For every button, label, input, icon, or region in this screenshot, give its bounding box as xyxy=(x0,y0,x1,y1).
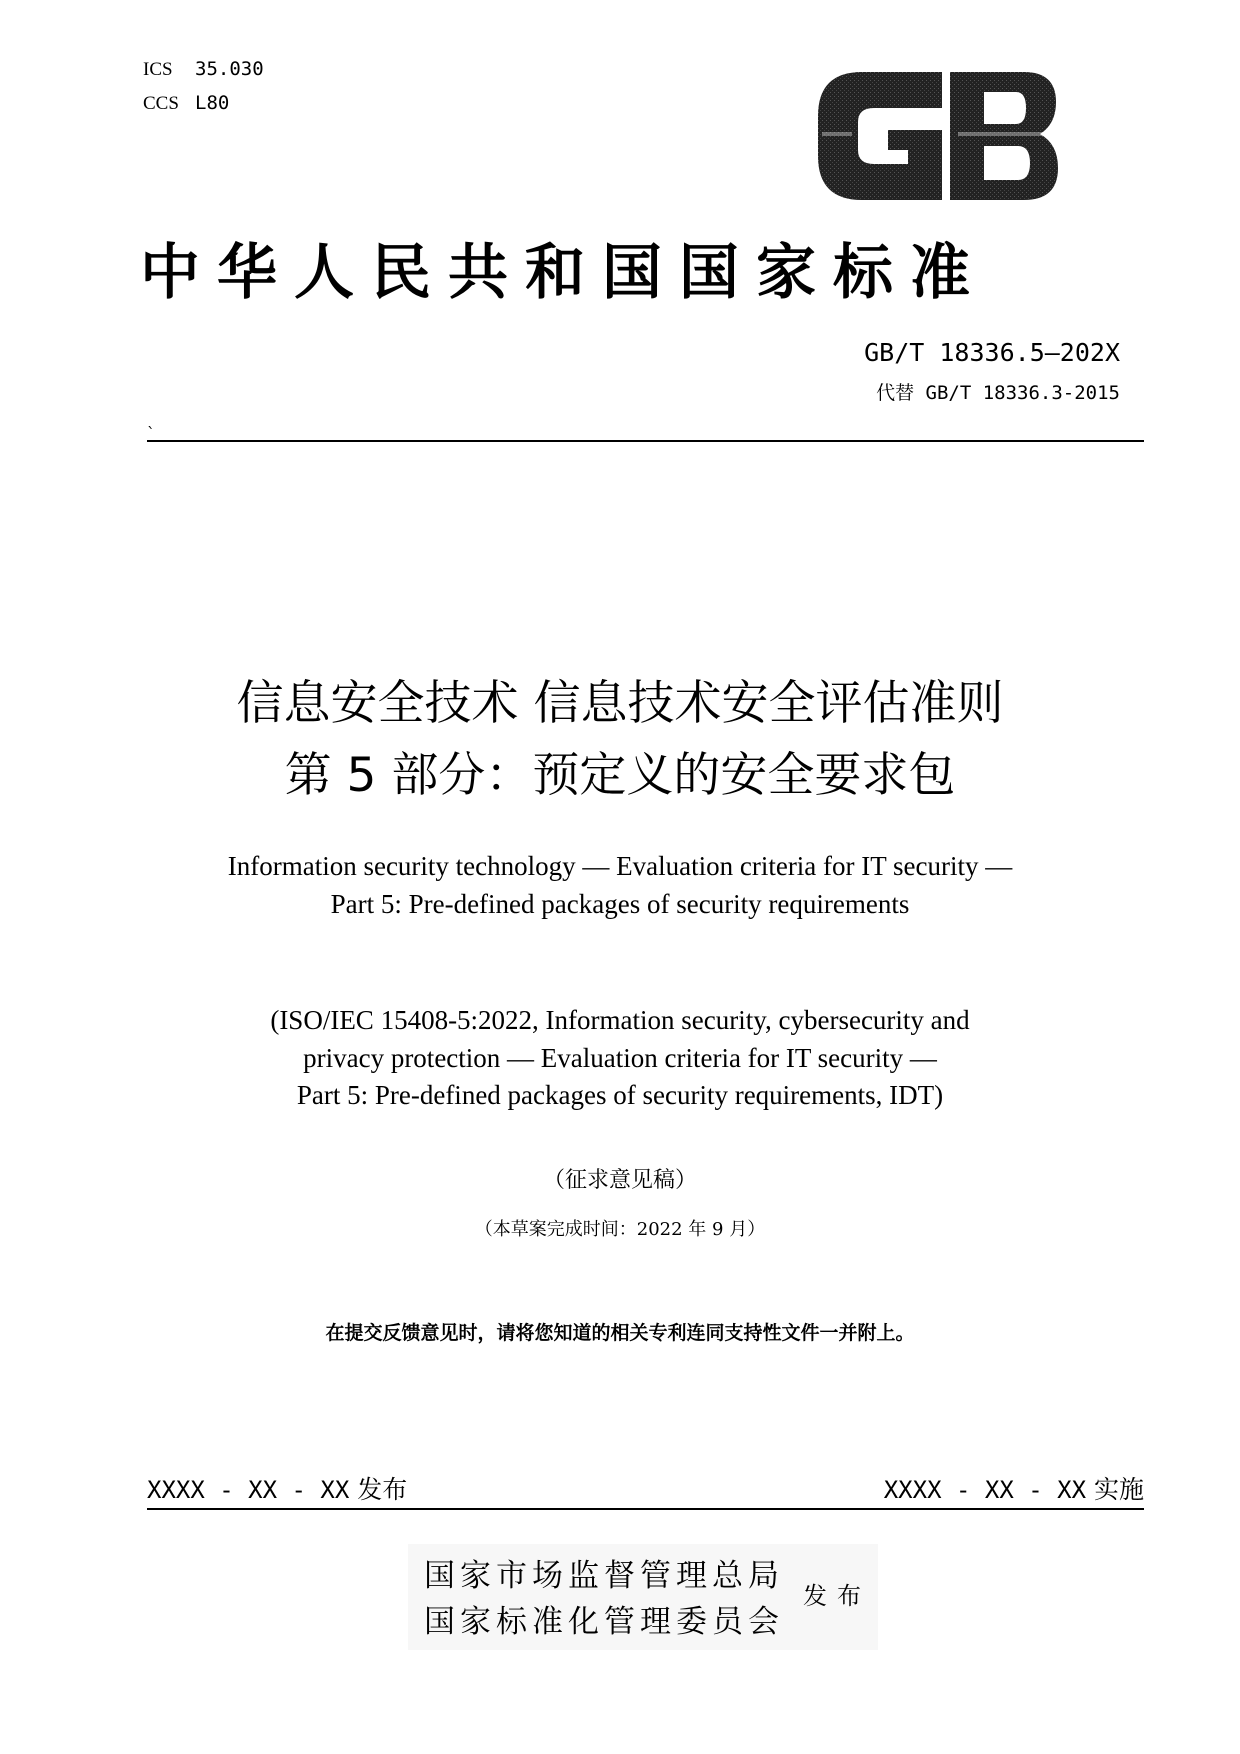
title-zh-line-2: 第 5 部分：预定义的安全要求包 xyxy=(284,748,956,803)
issuer-sac: 国家标准化管理委员会 xyxy=(424,1604,784,1640)
national-standard-title: 中华人民共和国国家标准 xyxy=(140,238,987,308)
ccs-label: CCS xyxy=(143,93,179,114)
effective-date-code: XXXX - XX - XX xyxy=(883,1476,1087,1504)
adoption-line-1: (ISO/IEC 15408-5:2022, Information security, cybersecurity and xyxy=(270,1005,970,1035)
issue-date-label: 发布 xyxy=(357,1475,408,1504)
adoption-line-3: Part 5: Pre-defined packages of security requirements, IDT) xyxy=(296,1080,944,1110)
title-zh-line-1: 信息安全技术 信息技术安全评估准则 xyxy=(236,676,1004,731)
issuer-samr: 国家市场监督管理总局 xyxy=(424,1558,784,1594)
draft-status: （征求意见稿） xyxy=(542,1168,697,1193)
patent-notice: 在提交反馈意见时，请将您知道的相关专利连同支持性文件一并附上。 xyxy=(325,1322,915,1344)
replaces-number: GB/T 18336.3-2015 xyxy=(925,382,1120,404)
bottom-divider xyxy=(147,1508,1144,1510)
adoption-line-2: privacy protection — Evaluation criteria for IT security — xyxy=(303,1043,937,1073)
effective-date xyxy=(884,1470,1144,1506)
ics-value: 35.030 xyxy=(195,58,264,80)
completion-time: （本草案完成时间：2022 年 9 月） xyxy=(474,1219,766,1240)
issue-date-code: XXXX - XX - XX xyxy=(147,1476,350,1504)
effective-date-label: 实施 xyxy=(1093,1475,1144,1504)
title-en-line-1: Information security technology — Evaluation criteria for IT security — xyxy=(227,851,1013,881)
ccs-classification xyxy=(143,92,229,115)
ccs-value: L80 xyxy=(195,92,230,114)
top-divider xyxy=(147,440,1144,442)
stray-mark: ` xyxy=(147,424,155,443)
replaces-line xyxy=(876,378,1120,405)
issuers-publish-label: 发布 xyxy=(803,1582,871,1610)
standard-number: GB/T 18336.5—202X xyxy=(864,338,1120,367)
issuers-block xyxy=(408,1544,878,1650)
gb-logo-icon xyxy=(818,72,1058,200)
ics-classification xyxy=(143,58,264,81)
issue-date xyxy=(147,1470,407,1506)
ics-label: ICS xyxy=(143,59,173,80)
title-en-line-2: Part 5: Pre-defined packages of security requirements xyxy=(330,889,910,919)
replaces-prefix: 代替 xyxy=(876,382,915,404)
